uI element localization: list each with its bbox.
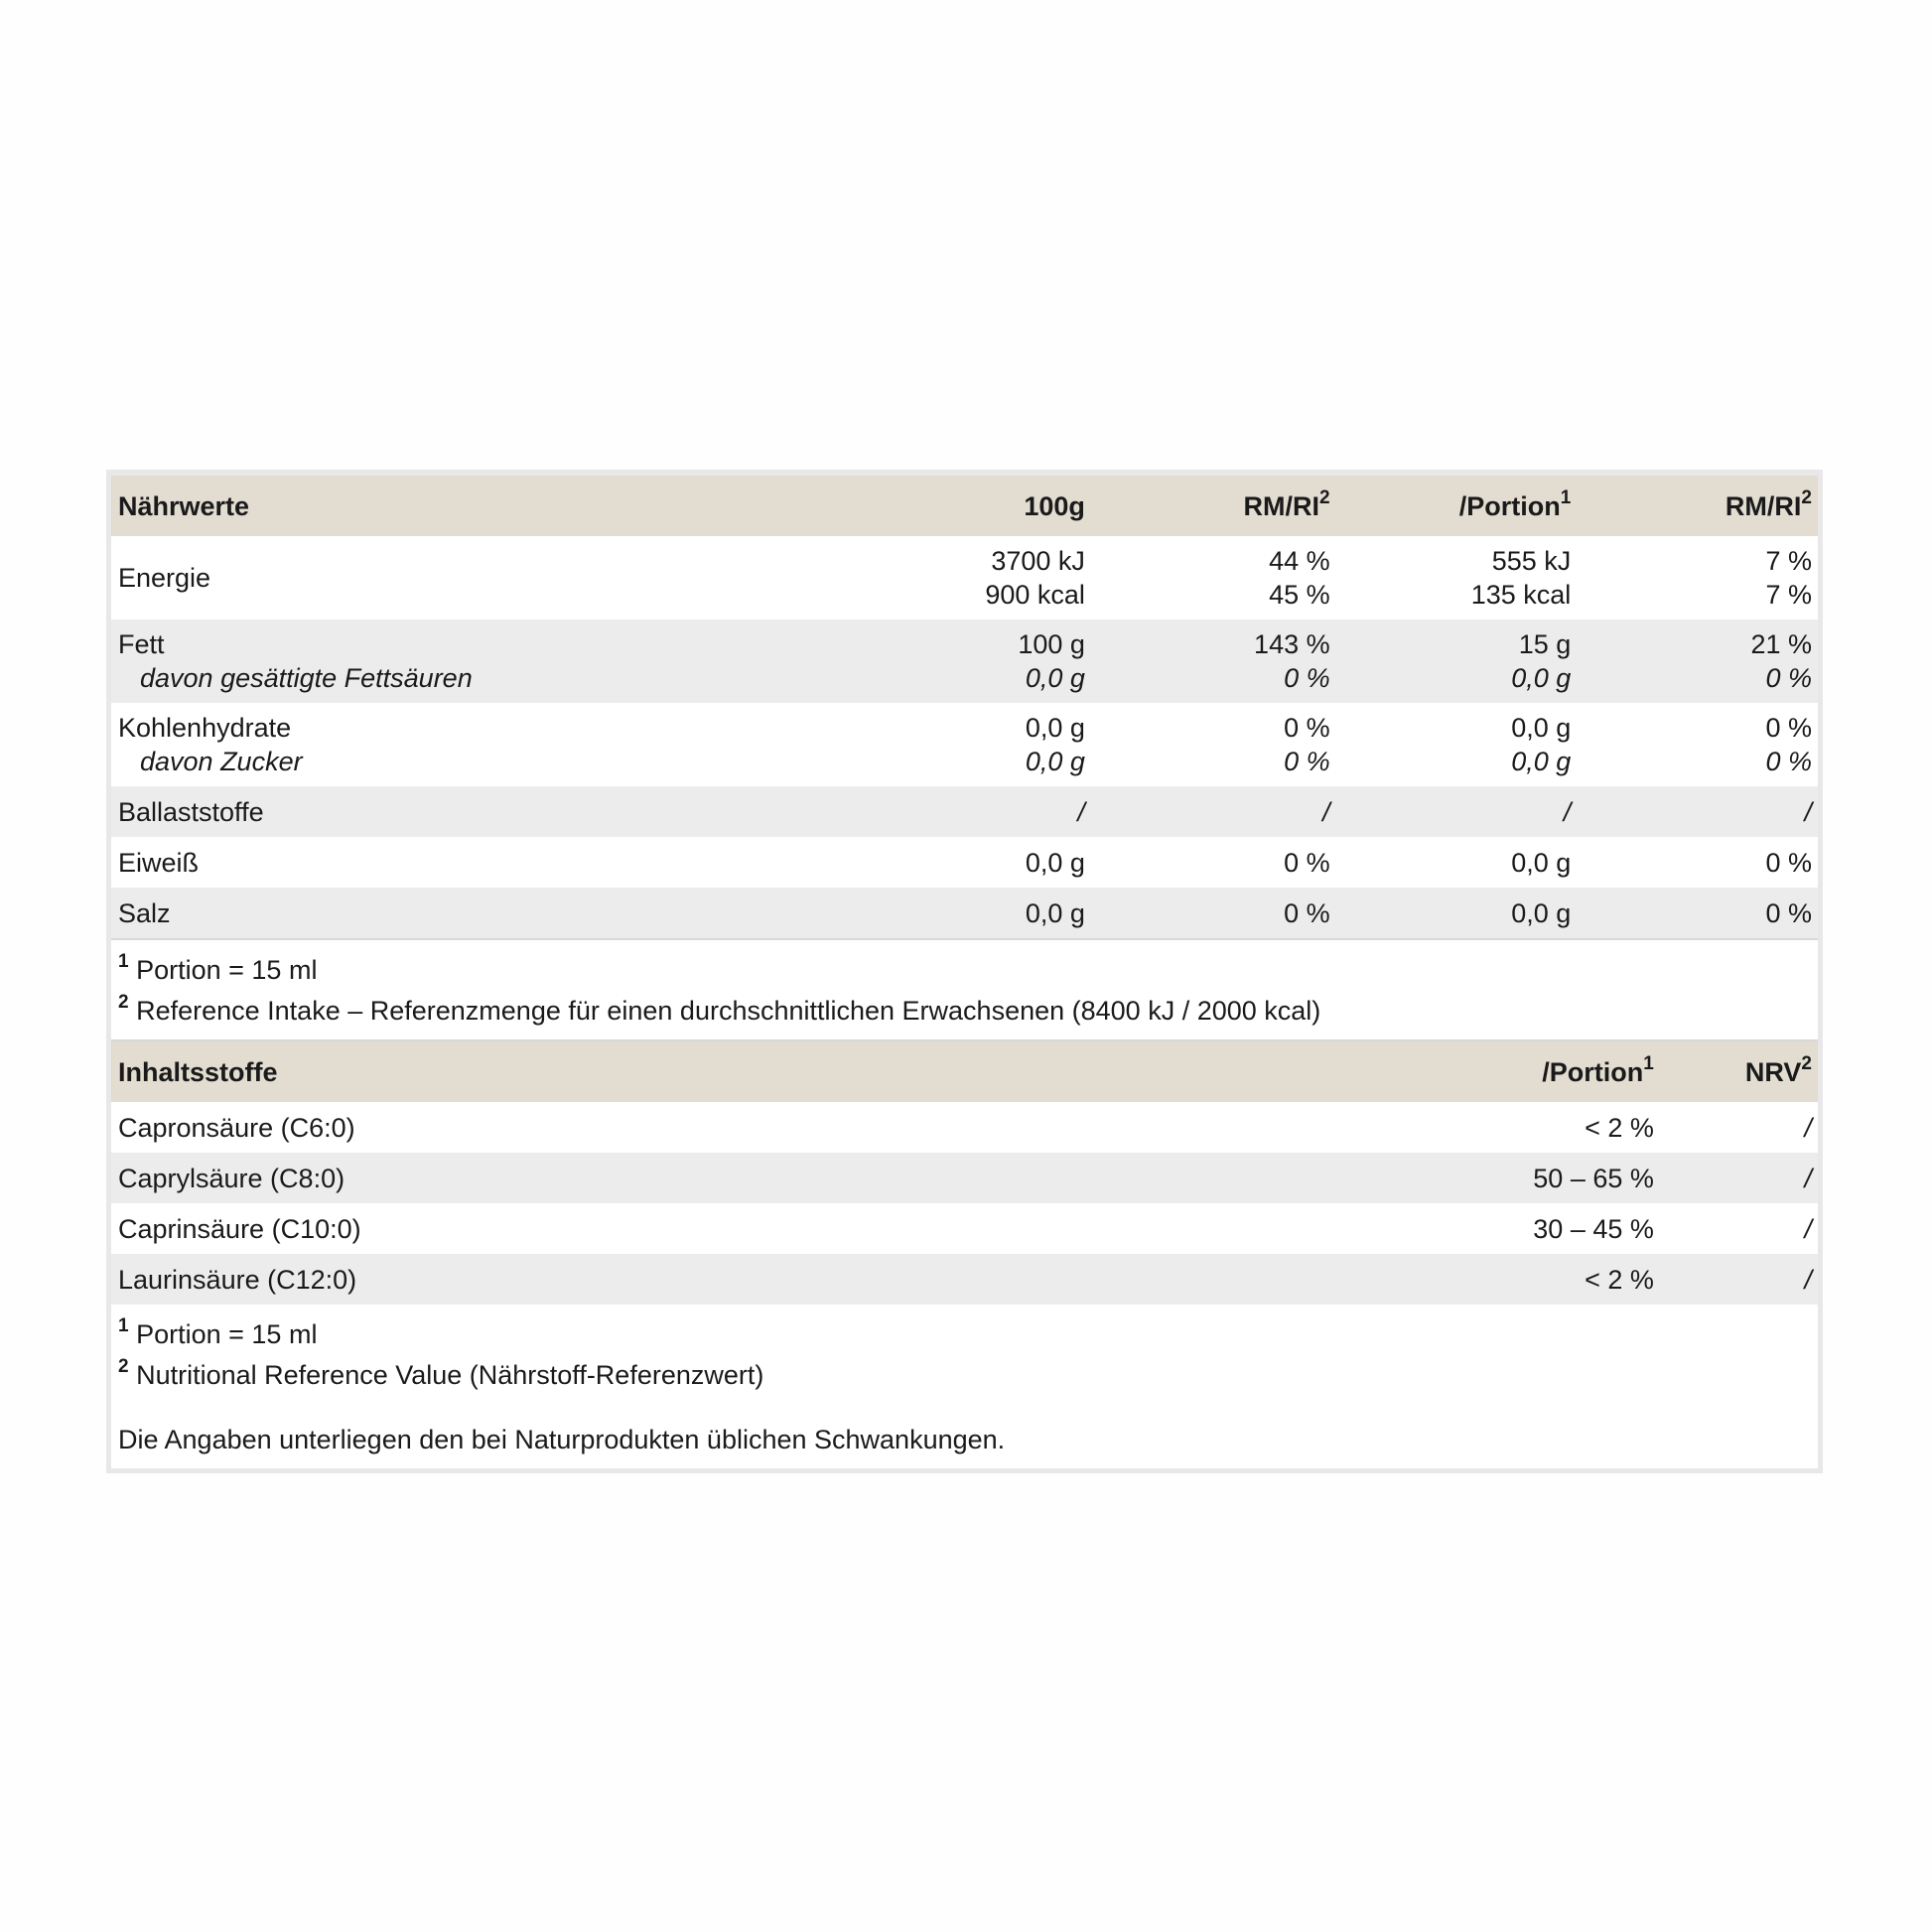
cell-rmri-100g: 0 % <box>1284 847 1330 878</box>
table-row <box>111 888 1818 938</box>
cell-portion: 0,0 g 0,0 g <box>1511 713 1572 776</box>
cell-rmri-portion: 0 % <box>1765 897 1812 928</box>
cell-100g: 100 g 0,0 g <box>1018 629 1085 693</box>
cell-rmri-100g: 143 % 0 % <box>1254 629 1330 693</box>
cell-rmri-portion: / <box>1804 796 1812 827</box>
footnote: $^2$ Nutritional Reference Value (Nährstoff-Referenzwert) <box>118 1356 764 1390</box>
cell-portion: 555 kJ 135 kcal <box>1470 546 1572 610</box>
row-label: Eiweiß <box>118 847 200 878</box>
cell-portion: 0,0 g <box>1511 847 1572 878</box>
cell-100g: 0,0 g <box>1025 897 1085 928</box>
table-row <box>111 620 1818 703</box>
row-label: Kohlenhydrate davon Zucker <box>111 711 893 778</box>
table-row <box>111 1203 1818 1254</box>
table-row <box>111 703 1818 786</box>
footnote: $^2$ Reference Intake – Referenzmenge für einen durchschnittlichen Erwachsenen (8400 kJ / 2000 kcal) <box>118 992 1321 1026</box>
variation-note: Die Angaben unterliegen den bei Naturprodukten üblichen Schwankungen. <box>118 1425 1006 1454</box>
row-label: Salz <box>118 897 171 928</box>
cell-rmri-portion: 21 % 0 % <box>1750 629 1812 693</box>
cell-100g: 0,0 g <box>1025 847 1085 878</box>
table-row <box>111 536 1818 620</box>
cell-portion: < 2 % <box>1585 1112 1654 1143</box>
cell-portion: / <box>1563 796 1572 827</box>
cell-100g: / <box>1077 796 1085 827</box>
nutrition-header-rmri-portion: $RM/RI^2$ <box>1725 486 1812 521</box>
nutrition-facts-panel <box>106 470 1823 1473</box>
nutrition-header-100g: 100g <box>1024 490 1085 521</box>
ingredients-header-nrv: NRV$^2$ <box>1744 1052 1812 1087</box>
nutrition-header-portion: /Portion$^1$ <box>1458 486 1572 521</box>
cell-nrv: / <box>1804 1163 1812 1193</box>
row-sublabel: davon gesättigte Fettsäuren <box>140 663 473 693</box>
cell-nrv: / <box>1804 1112 1812 1143</box>
cell-rmri-portion: 7 % 7 % <box>1765 546 1812 610</box>
row-label: Caprinsäure (C10:0) <box>118 1213 361 1244</box>
cell-100g: 3700 kJ 900 kcal <box>985 546 1085 610</box>
row-sublabel: davon Zucker <box>140 747 303 776</box>
ingredients-header-portion: /Portion$^1$ <box>1542 1052 1654 1087</box>
cell-rmri-100g: 0 % 0 % <box>1284 713 1330 776</box>
cell-portion: < 2 % <box>1585 1264 1654 1295</box>
table-row <box>111 1102 1818 1153</box>
cell-portion: 0,0 g <box>1511 897 1572 928</box>
cell-nrv: / <box>1804 1264 1812 1295</box>
cell-rmri-portion: 0 % <box>1765 847 1812 878</box>
cell-rmri-portion: 0 % 0 % <box>1765 713 1812 776</box>
cell-portion: 15 g 0,0 g <box>1511 629 1572 693</box>
nutrition-facts-inner <box>111 476 1818 1468</box>
cell-rmri-100g: / <box>1322 796 1330 827</box>
table-row <box>111 786 1818 837</box>
ingredients-header-label: Inhaltsstoffe <box>118 1056 278 1087</box>
footnote: $^1$ Portion = 15 ml <box>118 1315 318 1349</box>
cell-portion: 30 – 45 % <box>1533 1213 1654 1244</box>
ingredients-header-row <box>111 1039 1818 1102</box>
cell-100g: 0,0 g 0,0 g <box>1025 713 1085 776</box>
row-label: Capronsäure (C6:0) <box>118 1112 355 1143</box>
table-row <box>111 1254 1818 1305</box>
row-label: Caprylsäure (C8:0) <box>118 1163 345 1193</box>
cell-rmri-100g: 44 % 45 % <box>1269 546 1330 610</box>
table-row <box>111 837 1818 888</box>
nutrition-footnotes <box>111 938 1818 1039</box>
row-label: Laurinsäure (C12:0) <box>118 1264 357 1295</box>
cell-portion: 50 – 65 % <box>1533 1163 1654 1193</box>
row-label: Fett davon gesättigte Fettsäuren <box>111 627 893 695</box>
footnote: $^1$ Portion = 15 ml <box>118 951 318 985</box>
row-label: Ballaststoffe <box>118 796 264 827</box>
row-label: Energie <box>118 563 211 593</box>
nutrition-header-label: Nährwerte <box>118 490 250 521</box>
nutrition-header-row <box>111 476 1818 536</box>
ingredients-footnotes <box>111 1305 1818 1468</box>
cell-rmri-100g: 0 % <box>1284 897 1330 928</box>
nutrition-header-rmri-100g: $RM/RI^2$ <box>1243 486 1330 521</box>
table-row <box>111 1153 1818 1203</box>
cell-nrv: / <box>1804 1213 1812 1244</box>
